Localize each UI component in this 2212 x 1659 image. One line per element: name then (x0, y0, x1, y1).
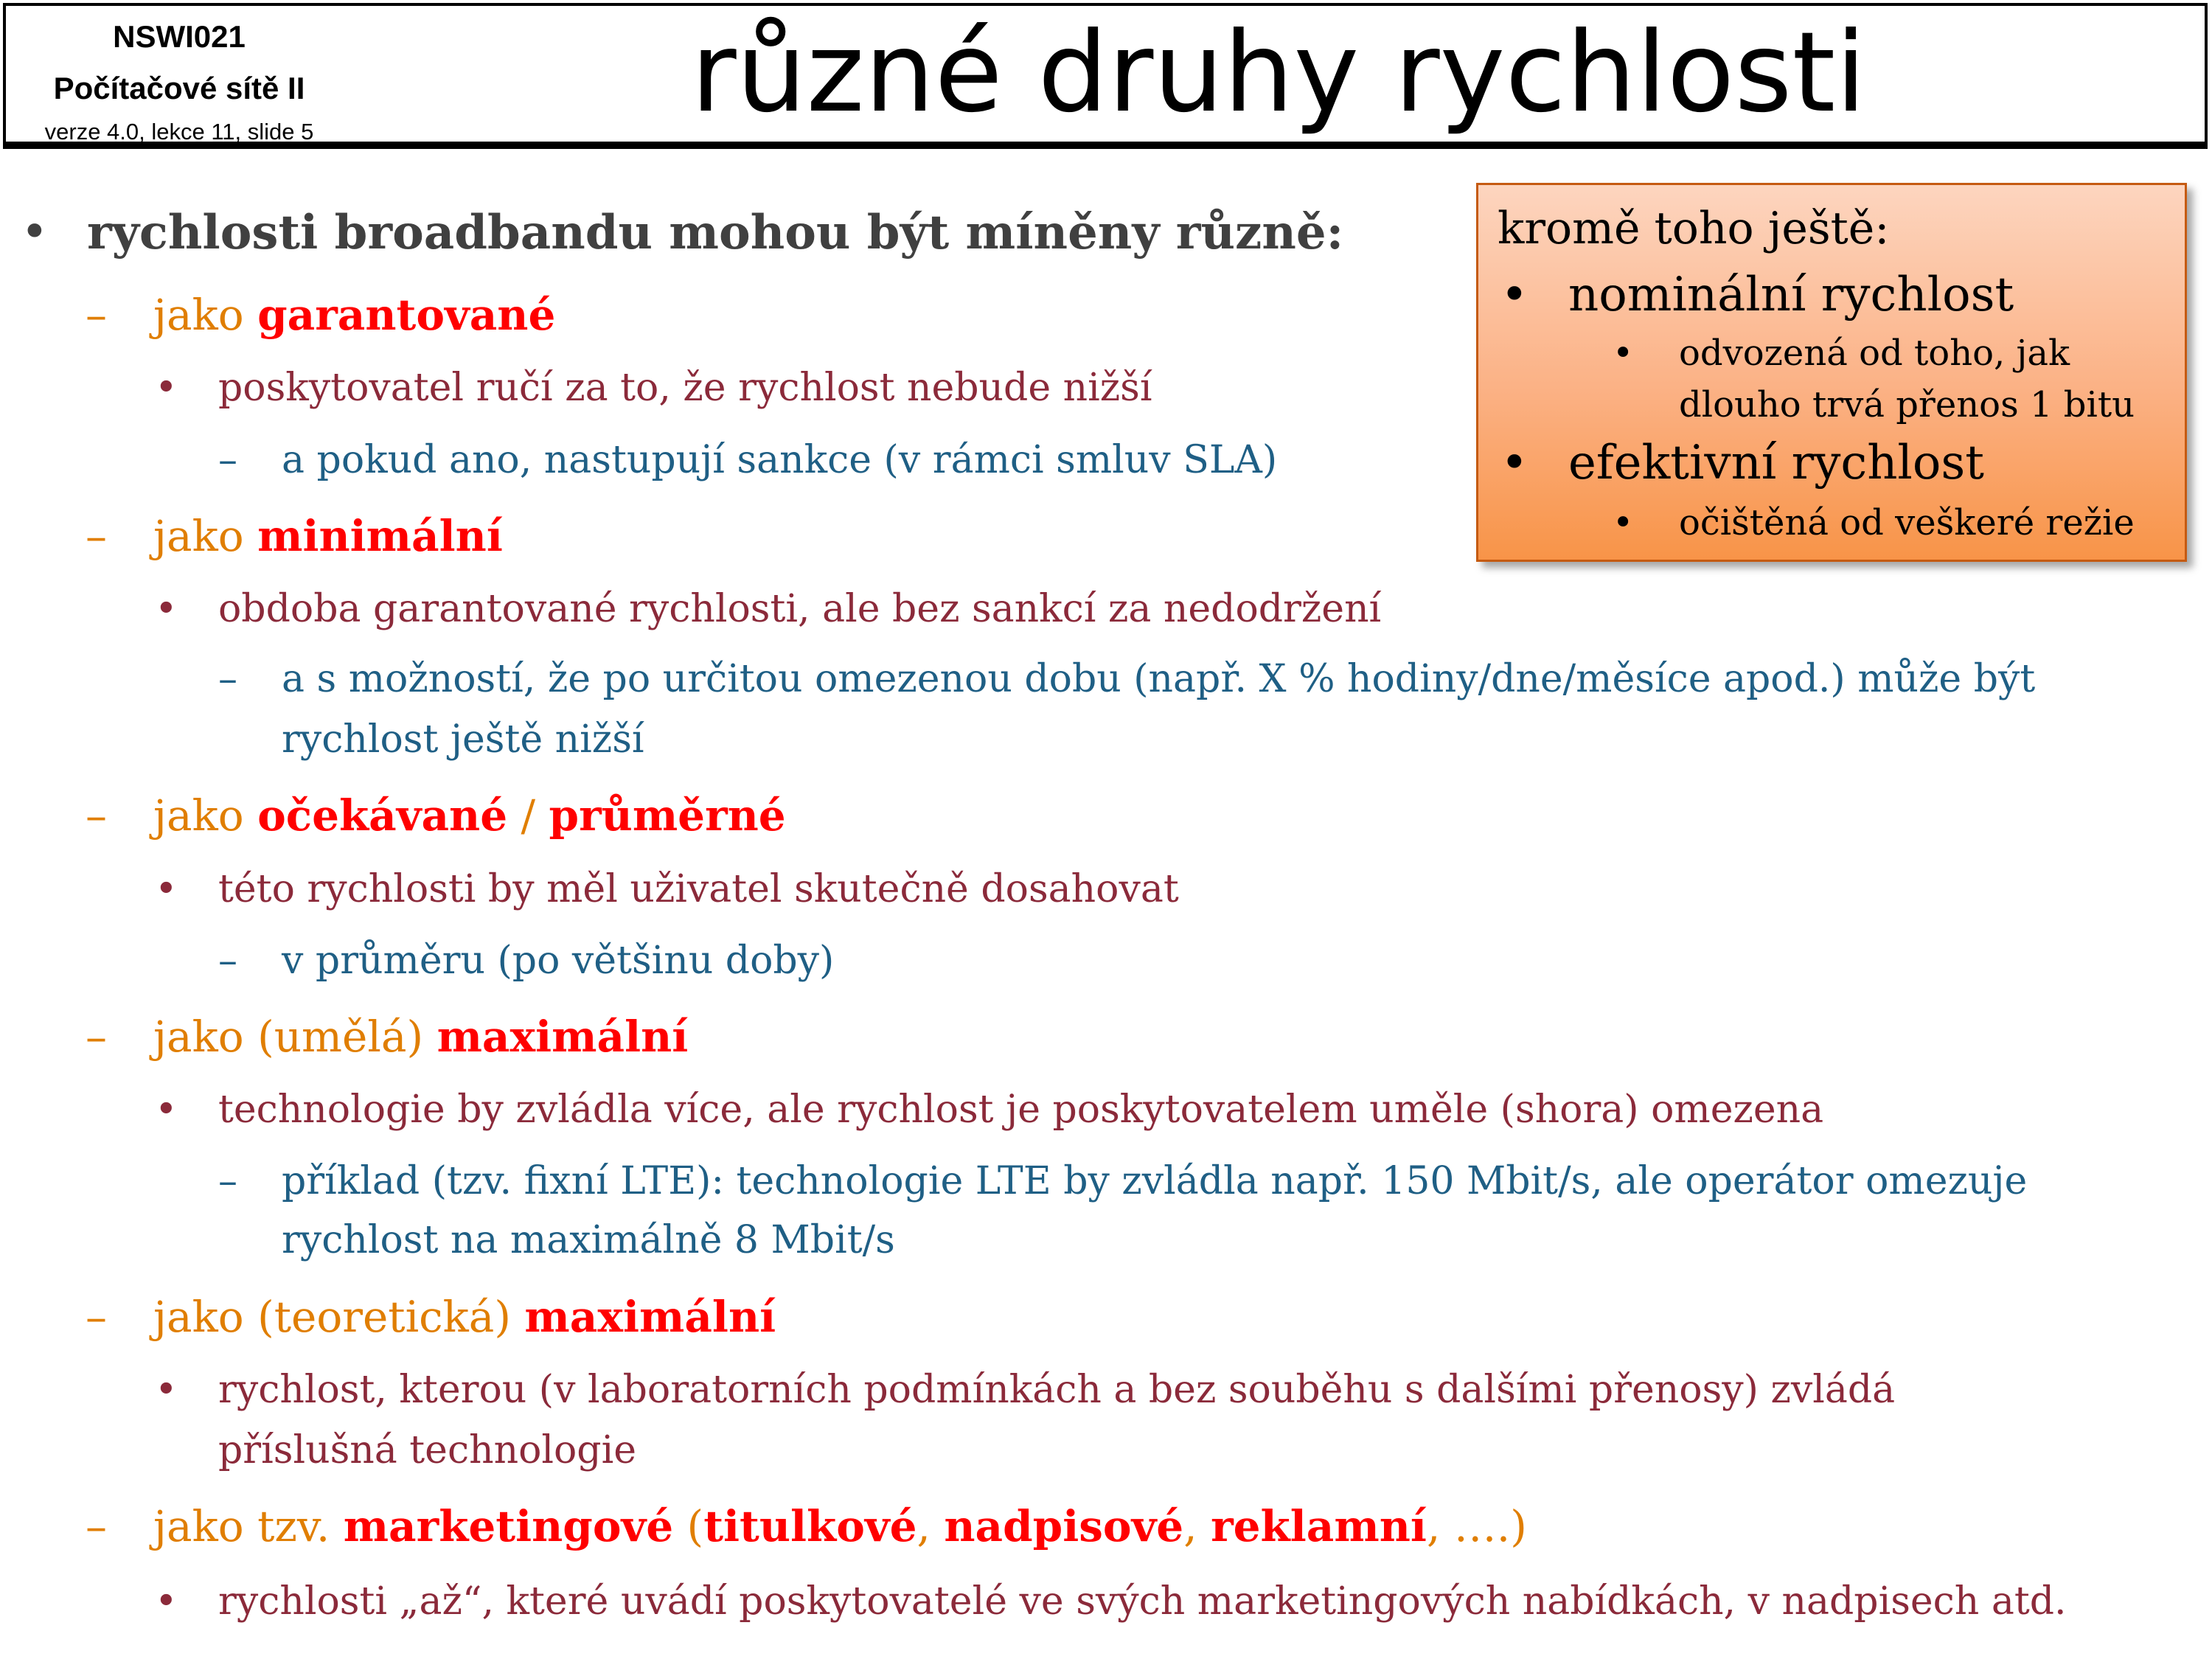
desc-minimal: obdoba garantované rychlosti, ale bez sankcí za nedodržení (218, 587, 1382, 631)
bullet-mark: • (155, 867, 178, 911)
term-separator: / (507, 790, 549, 841)
dash-mark: – (86, 1012, 107, 1062)
item-prefix: jako (teoretická) (153, 1292, 525, 1342)
term-headline: titulkové (703, 1501, 917, 1551)
item-marketing (153, 1501, 1527, 1551)
item-expected (153, 790, 786, 841)
item-prefix: jako (153, 790, 258, 841)
callout-heading: kromě toho ještě: (1498, 203, 1890, 254)
bullet-mark: • (1613, 502, 1634, 543)
item-guaranteed (153, 290, 555, 340)
term-minimal: minimální (257, 511, 503, 561)
paren-close: , ….) (1426, 1501, 1527, 1551)
desc-max-artificial: technologie by zvládla více, ale rychlost je poskytovatelem uměle (shora) omezena (218, 1088, 1824, 1132)
desc-max-theoretical-1: rychlost, kterou (v laboratorních podmínkách a bez souběhu s dalšími přenosy) zvládá (218, 1368, 1896, 1412)
slide-version: verze 4.0, lekce 11, slide 5 (44, 119, 314, 145)
sub-expected: v průměru (po většinu doby) (282, 939, 835, 983)
bullet-mark: • (155, 1368, 178, 1412)
bullet-mark: • (1500, 268, 1528, 322)
term-max-theoretical: maximální (524, 1292, 776, 1342)
bullet-mark: • (155, 366, 178, 410)
bullet-mark: • (21, 205, 49, 260)
term-max-artificial: maximální (437, 1012, 689, 1062)
callout-nominal-desc-1: odvozená od toho, jak (1679, 333, 2070, 374)
sub-guaranteed: a pokud ano, nastupují sankce (v rámci smluv SLA) (282, 438, 1278, 482)
item-max-theoretical (153, 1292, 776, 1342)
dash-mark: – (86, 1501, 107, 1551)
item-prefix: jako (153, 511, 258, 561)
bullet-mark: • (155, 1088, 178, 1132)
dash-mark: – (86, 290, 107, 340)
callout-item-nominal: nominální rychlost (1568, 268, 2014, 322)
course-code: NSWI021 (113, 19, 246, 54)
bullet-mark: • (155, 1579, 178, 1624)
term-title: nadpisové (944, 1501, 1184, 1551)
item-minimal (153, 511, 503, 561)
dash-mark: – (218, 1159, 237, 1203)
desc-guaranteed: poskytovatel ručí za to, že rychlost nebude nižší (218, 366, 1152, 410)
term-average: průměrné (549, 790, 786, 841)
sub-minimal-1: a s možností, že po určitou omezenou dobu (např. X % hodiny/dne/měsíce apod.) může být (282, 657, 2036, 701)
dash-mark: – (86, 1292, 107, 1342)
slide-title: různé druhy rychlosti (690, 9, 1867, 137)
bullet-mark: • (1613, 333, 1634, 374)
term-expected: očekávané (257, 790, 508, 841)
main-bullet: rychlosti broadbandu mohou být míněny různě: (87, 205, 1344, 260)
dash-mark: – (218, 657, 237, 701)
comma: , (917, 1501, 945, 1551)
callout-effective-desc: očištěná od veškeré režie (1679, 502, 2135, 543)
term-guaranteed: garantované (257, 290, 556, 340)
item-max-artificial (153, 1012, 688, 1062)
dash-mark: – (86, 511, 107, 561)
desc-marketing: rychlosti „až“, které uvádí poskytovatelé ve svých marketingových nabídkách, v nadpisech atd. (218, 1579, 2067, 1624)
sub-max-artificial-1: příklad (tzv. fixní LTE): technologie LTE by zvládla např. 150 Mbit/s, ale operátor omezuje (282, 1159, 2028, 1203)
comma: , (1183, 1501, 1211, 1551)
term-marketing: marketingové (343, 1501, 674, 1551)
bullet-mark: • (155, 587, 178, 631)
item-prefix: jako (umělá) (153, 1012, 437, 1062)
sub-minimal-2: rychlost ještě nižší (282, 717, 644, 762)
dash-mark: – (218, 939, 237, 983)
bullet-mark: • (1500, 436, 1528, 490)
desc-max-theoretical-2: příslušná technologie (218, 1428, 636, 1472)
callout-box (1476, 183, 2187, 562)
desc-expected: této rychlosti by měl uživatel skutečně dosahovat (218, 867, 1179, 911)
callout-item-effective: efektivní rychlost (1568, 436, 1984, 490)
dash-mark: – (86, 790, 107, 841)
callout-nominal-desc-2: dlouho trvá přenos 1 bitu (1679, 384, 2135, 425)
item-prefix: jako tzv. (153, 1501, 344, 1551)
dash-mark: – (218, 438, 237, 482)
paren-open: ( (673, 1501, 704, 1551)
sub-max-artificial-2: rychlost na maximálně 8 Mbit/s (282, 1218, 895, 1262)
course-name: Počítačové sítě II (53, 71, 305, 105)
slide-header (3, 3, 2208, 149)
term-advert: reklamní (1211, 1501, 1427, 1551)
item-prefix: jako (153, 290, 258, 340)
